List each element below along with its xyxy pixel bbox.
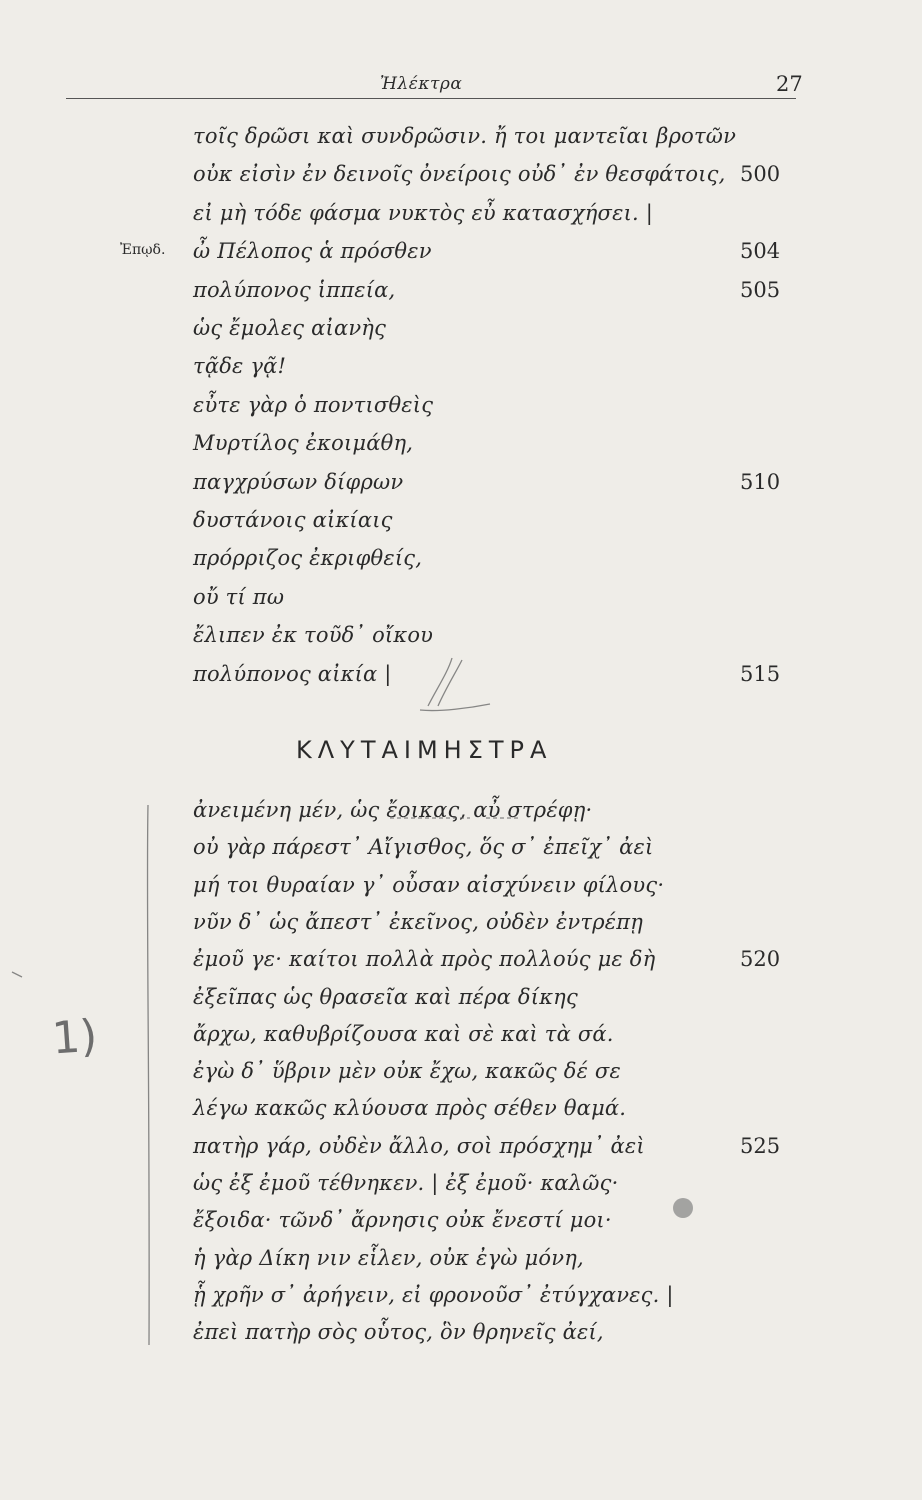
- verse-text: ἐγὼ δ᾽ ὕβριν μὲν οὐκ ἔχω, κακῶς δέ σε: [193, 1059, 621, 1084]
- verse-text: ᾗ χρῆν σ᾽ ἀρήγειν, εἰ φρονοῦσ᾽ ἐτύγχανες. |: [193, 1282, 674, 1307]
- pencil-tick-left: [12, 972, 22, 977]
- line-number: 515: [740, 661, 781, 686]
- verse-text: πρόρριζος ἐκριφθείς,: [193, 546, 423, 571]
- line-number: 505: [740, 277, 781, 302]
- verse-text: πατὴρ γάρ, οὐδὲν ἄλλο, σοὶ πρόσχημ᾽ ἀεὶ: [193, 1133, 645, 1158]
- verse-text: ἐξεῖπας ὡς θρασεῖα καὶ πέρα δίκης: [193, 984, 578, 1009]
- speaker-heading: ΚΛΥΤΑΙΜΗΣΤΡΑ: [296, 736, 553, 764]
- verse-text: ἔλιπεν ἐκ τοῦδ᾽ οἴκου: [193, 623, 434, 648]
- verse-text: ὡς ἔμολες αἰανὴς: [193, 316, 387, 340]
- verse-text: νῦν δ᾽ ὡς ἄπεστ᾽ ἐκεῖνος, οὐδὲν ἐντρέπῃ: [193, 909, 644, 934]
- verse-text: ἐπεὶ πατὴρ σὸς οὗτος, ὃν θρηνεῖς ἀεί,: [193, 1320, 604, 1345]
- verse-text: ὡς ἐξ ἐμοῦ τέθνηκεν. | ἐξ ἐμοῦ· καλῶς·: [193, 1171, 619, 1195]
- verse-text: οὐκ εἰσὶν ἐν δεινοῖς ὀνείροις οὐδ᾽ ἐν θεσφάτοις,: [193, 162, 726, 187]
- verse-text: ἡ γὰρ Δίκη νιν εἷλεν, οὐκ ἐγὼ μόνη,: [193, 1245, 584, 1270]
- verse-text: πολύπονος ἱππεία,: [193, 277, 396, 302]
- ink-blot: [673, 1198, 693, 1218]
- verse-text: ἐμοῦ γε· καίτοι πολλὰ πρὸς πολλούς με δὴ: [193, 947, 656, 972]
- line-number: 510: [740, 469, 781, 494]
- verse-text: ἄρχω, καθυβρίζουσα καὶ σὲ καὶ τὰ σά.: [193, 1021, 614, 1046]
- verse-text: Μυρτίλος ἐκοιμάθη,: [193, 431, 414, 456]
- verse-text: ἀνειμένη μέν, ὡς ἔοικας, αὖ στρέφῃ·: [193, 798, 593, 822]
- pencil-bracket-line: [147, 805, 149, 1345]
- line-number: 525: [740, 1133, 781, 1158]
- verse-text: εὖτε γὰρ ὁ ποντισθεὶς: [193, 392, 434, 417]
- margin-label: Ἐπῳδ.: [120, 242, 166, 259]
- line-number: 504: [740, 239, 781, 264]
- verse-text: οὐ γὰρ πάρεστ᾽ Αἴγισθος, ὅς σ᾽ ἐπεῖχ᾽ ἀεὶ: [193, 835, 654, 860]
- verse-text: τοῖς δρῶσι καὶ συνδρῶσιν. ἤ τοι μαντεῖαι βροτῶν: [193, 124, 737, 148]
- line-number: 520: [740, 947, 781, 972]
- verse-text: οὔ τί πω: [193, 584, 285, 609]
- verse-text: δυστάνοις αἰκίαις: [193, 508, 393, 532]
- verse-text: ἔξοιδα· τῶνδ᾽ ἄρνησις οὐκ ἔνεστί μοι·: [193, 1208, 612, 1233]
- pencil-scribble: [420, 658, 490, 711]
- verse-text: ὦ Πέλοπος ἁ πρόσθεν: [193, 239, 432, 264]
- verse-text: πολύπονος αἰκία |: [193, 661, 392, 686]
- page-number: 27: [776, 72, 803, 96]
- pencil-annotation-number: 1): [50, 1010, 99, 1065]
- verse-text: τᾷδε γᾷ!: [193, 354, 287, 379]
- running-title: Ἠλέκτρα: [380, 74, 463, 94]
- verse-text: παγχρύσων δίφρων: [193, 469, 404, 494]
- verse-text: εἰ μὴ τόδε φάσμα νυκτὸς εὖ κατασχήσει. |: [193, 200, 654, 225]
- verse-text: μή τοι θυραίαν γ᾽ οὖσαν αἰσχύνειν φίλους·: [193, 872, 665, 897]
- verse-text: λέγω κακῶς κλύουσα πρὸς σέθεν θαμά.: [193, 1096, 627, 1121]
- line-number: 500: [740, 162, 781, 187]
